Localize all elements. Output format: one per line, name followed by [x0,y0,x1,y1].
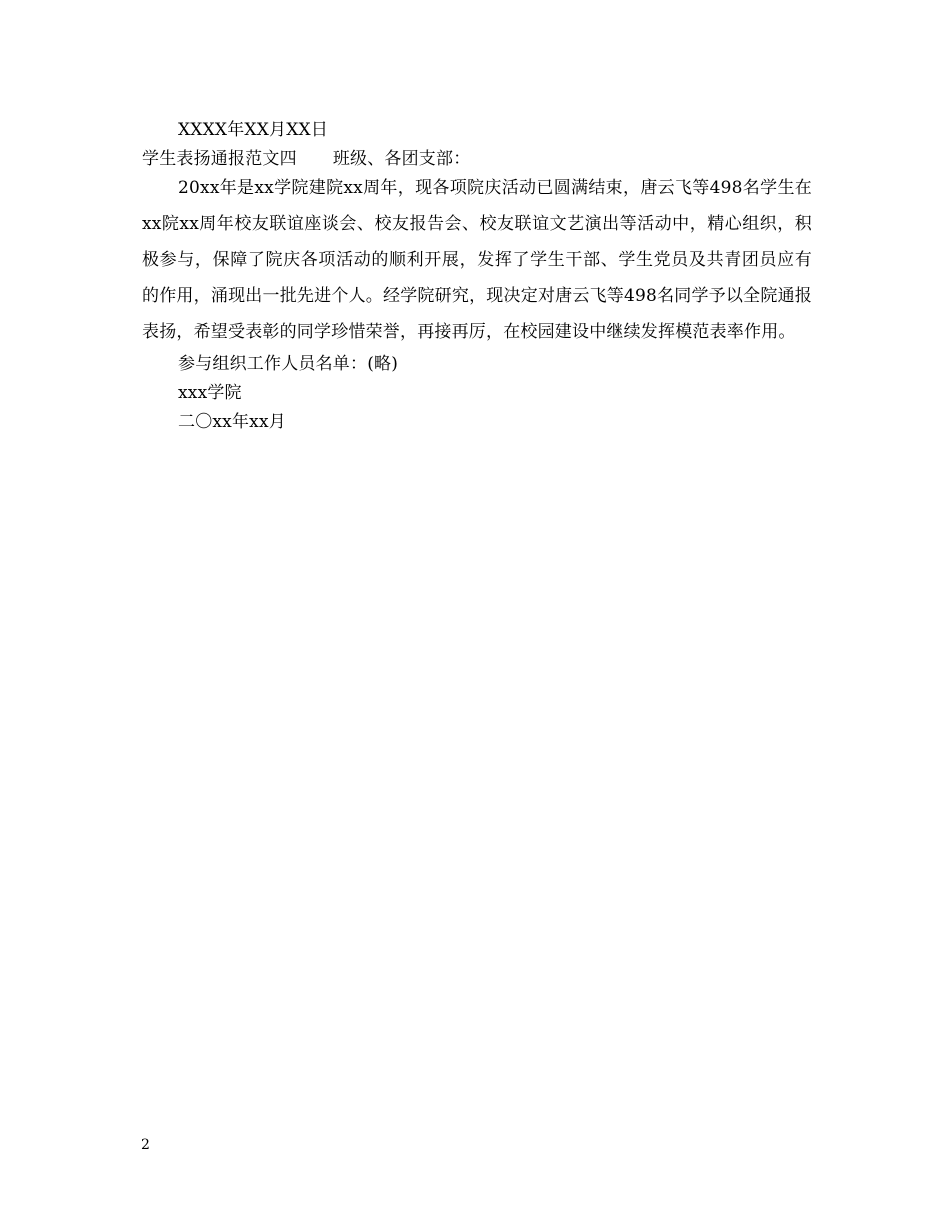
date-line: XXXX年XX月XX日 [178,120,329,140]
issue-date: 二〇xx年xx月 [178,412,286,432]
staff-list-note: 参与组织工作人员名单：(略) [178,354,399,374]
issuer-name: xxx学院 [178,383,242,403]
document-heading: 学生表扬通报范文四 [142,149,297,169]
document-body [142,116,812,437]
salutation: 班级、各团支部： [332,149,471,169]
body-paragraph: 20xx年是xx学院建院xx周年，现各项院庆活动已圆满结束，唐云飞等498名学生在xx院xx周年校友联谊座谈会、校友报告会、校友联谊文艺演出等活动中，精心组织，积极参与，保障了院庆各项活动的顺利开展，发挥了学生干部、学生党员及共青团员应有的作用，涌现出一批先进个人。经学院研究，现决定对唐云飞等498名同学予以全院通报表扬，希望受表彰的同学珍惜荣誉，再接再厉，在校园建设中继续发挥模范表率作用。 [142,178,812,342]
page-number: 2 [141,1137,150,1153]
